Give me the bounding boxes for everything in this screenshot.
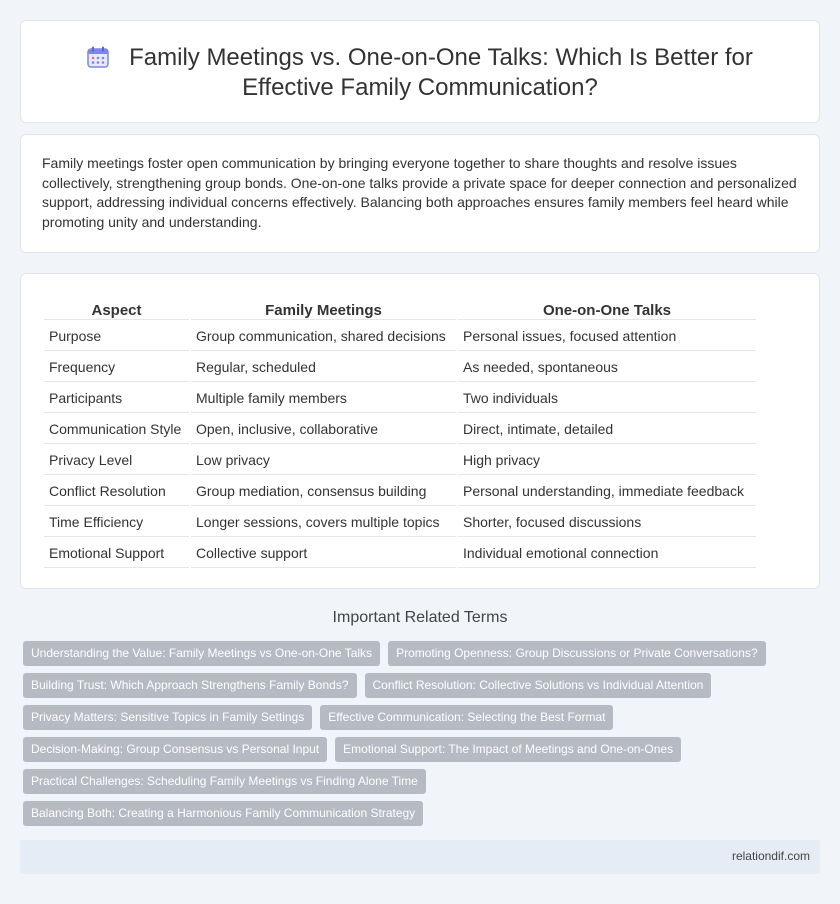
title-line-1: Family Meetings vs. One-on-One Talks: Which Is Better for	[129, 44, 753, 71]
intro-paragraph: Family meetings foster open communication by bringing everyone together to share thoughts and resolve issues collectively, strengthening group bonds. One-on-one talks provide a private space for deeper connection and personalized support, addressing individual concerns effectively. Balancing both approaches ensures family members feel heard while promoting unity and understanding.	[42, 155, 797, 230]
cell-one-on-one: Personal issues, focused attention	[458, 322, 756, 351]
cell-family: Group communication, shared decisions	[191, 322, 456, 351]
page-title	[21, 43, 819, 103]
cell-aspect: Purpose	[44, 322, 189, 351]
related-term-link[interactable]: Emotional Support: The Impact of Meetings and One-on-Ones	[335, 737, 681, 762]
footer-site-link[interactable]: relationdif.com	[731, 849, 810, 863]
tag-row	[23, 641, 803, 673]
comparison-card	[20, 273, 820, 589]
calendar-icon	[87, 46, 109, 68]
table-row	[44, 508, 756, 537]
related-term-link[interactable]: Effective Communication: Selecting the Best Format	[320, 705, 613, 730]
header-family-meetings: Family Meetings	[191, 296, 456, 320]
table-row	[44, 477, 756, 506]
cell-one-on-one: Direct, intimate, detailed	[458, 415, 756, 444]
cell-family: Collective support	[191, 539, 456, 568]
table-row	[44, 446, 756, 475]
tag-row	[23, 737, 803, 769]
title-card	[20, 20, 820, 123]
related-term-link[interactable]: Promoting Openness: Group Discussions or Private Conversations?	[388, 641, 766, 666]
tag-row	[23, 769, 803, 801]
header-aspect: Aspect	[44, 296, 189, 320]
header-one-on-one: One-on-One Talks	[458, 296, 756, 320]
tag-row	[23, 673, 803, 705]
intro-card	[20, 134, 820, 253]
related-term-link[interactable]: Understanding the Value: Family Meetings vs One-on-One Talks	[23, 641, 380, 666]
cell-family: Group mediation, consensus building	[191, 477, 456, 506]
cell-one-on-one: Personal understanding, immediate feedback	[458, 477, 756, 506]
related-term-link[interactable]: Practical Challenges: Scheduling Family Meetings vs Finding Alone Time	[23, 769, 426, 794]
related-term-link[interactable]: Building Trust: Which Approach Strengthens Family Bonds?	[23, 673, 357, 698]
related-term-link[interactable]: Balancing Both: Creating a Harmonious Family Communication Strategy	[23, 801, 423, 826]
table-row	[44, 539, 756, 568]
cell-aspect: Privacy Level	[44, 446, 189, 475]
related-terms-list	[23, 641, 803, 833]
table-row	[44, 415, 756, 444]
table-row	[44, 384, 756, 413]
cell-one-on-one: High privacy	[458, 446, 756, 475]
table-row	[44, 322, 756, 351]
cell-aspect: Participants	[44, 384, 189, 413]
cell-aspect: Emotional Support	[44, 539, 189, 568]
comparison-table	[42, 294, 758, 570]
tag-row	[23, 705, 803, 737]
related-term-link[interactable]: Conflict Resolution: Collective Solutions vs Individual Attention	[365, 673, 712, 698]
cell-aspect: Frequency	[44, 353, 189, 382]
cell-aspect: Time Efficiency	[44, 508, 189, 537]
table-header-row	[44, 296, 756, 320]
cell-aspect: Communication Style	[44, 415, 189, 444]
cell-one-on-one: Shorter, focused discussions	[458, 508, 756, 537]
cell-family: Multiple family members	[191, 384, 456, 413]
cell-aspect: Conflict Resolution	[44, 477, 189, 506]
footer	[20, 840, 820, 874]
cell-one-on-one: Two individuals	[458, 384, 756, 413]
related-terms-title: Important Related Terms	[332, 609, 508, 626]
related-term-link[interactable]: Decision-Making: Group Consensus vs Personal Input	[23, 737, 327, 762]
cell-family: Longer sessions, covers multiple topics	[191, 508, 456, 537]
cell-family: Low privacy	[191, 446, 456, 475]
cell-family: Regular, scheduled	[191, 353, 456, 382]
tag-row	[23, 801, 803, 833]
cell-family: Open, inclusive, collaborative	[191, 415, 456, 444]
related-term-link[interactable]: Privacy Matters: Sensitive Topics in Family Settings	[23, 705, 312, 730]
cell-one-on-one: As needed, spontaneous	[458, 353, 756, 382]
cell-one-on-one: Individual emotional connection	[458, 539, 756, 568]
title-line-2: Effective Family Communication?	[242, 74, 598, 101]
table-row	[44, 353, 756, 382]
